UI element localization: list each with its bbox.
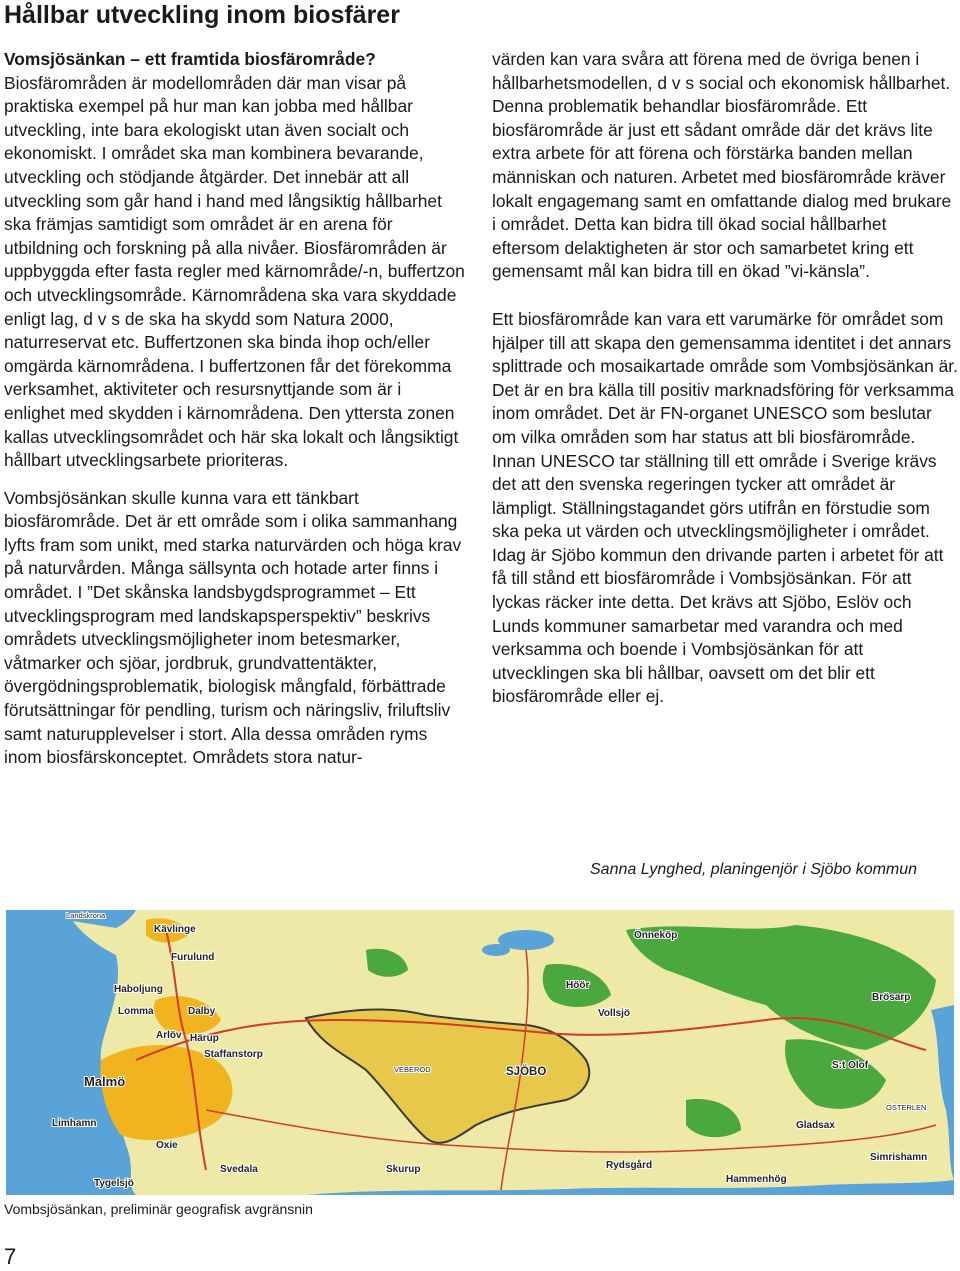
map-label-skurup: Skurup bbox=[386, 1164, 421, 1175]
body-paragraph: värden kan vara svåra att förena med de övriga benen i hållbarhetsmodellen, d v s social och ekonomisk hållbarhet. Denna problematik behandlar biosfärområde. Ett biosfärområde är just ett sådant område där det krävs lite extra arbete för att förena och förstärka banden mellan människan och naturen. Arbetet med biosfärområde kräver lokalt engagemang samt en omfattande dialog med brukare i området. Detta kan bidra till ökad social hållbarhet eftersom delaktigheten är stor och samarbetet kring ett gemensamt mål kan bidra till en ökad ”vi-känsla”. bbox=[492, 49, 952, 282]
map-lake-ringsjon-small bbox=[482, 944, 510, 956]
section-subheading: Vomsjösänkan – ett framtida biosfärområde? bbox=[4, 49, 376, 69]
map-label-staffanstorp: Staffanstorp bbox=[204, 1049, 263, 1060]
body-paragraph: Vombsjösänkan skulle kunna vara ett tänkbart biosfärområde. Det är ett område som i olika sammanhang lyfts fram som unikt, med starka naturvärden och höga krav på naturvården. Många sällsynta och hotade arter finns i området. I ”Det skånska landsbygdsprogrammet – Ett utvecklingsprogram med landskapsperspektiv” beskrivs områdets utvecklingsmöjligheter inom betesmarker, våtmarker och sjöar, jordbruk, grundvattentäkter, övergödningsproblematik, biologisk mångfald, förbättrade förutsättningar för pendling, turism och näringsliv, friluftsliv samt naturupplevelser i stort. Alla dessa områden ryms inom biosfärskonceptet. Områdets stora natur- bbox=[4, 487, 462, 768]
map-label-veberod: VEBEROD bbox=[394, 1065, 431, 1074]
map-label-sjobo: SJÖBO bbox=[506, 1066, 547, 1078]
map-label-svedala: Svedala bbox=[220, 1164, 258, 1175]
map-label-gladsax: Gladsax bbox=[796, 1120, 835, 1131]
map-label-hammenhog: Hammenhög bbox=[726, 1174, 787, 1185]
right-column bbox=[492, 48, 958, 709]
map-label-landskrona: Landskrona bbox=[66, 911, 106, 920]
map-label-tygelsjo: Tygelsjö bbox=[94, 1178, 134, 1189]
left-column bbox=[4, 48, 466, 770]
map-label-lomma: Lomma bbox=[118, 1006, 154, 1017]
map-label-rydsgard: Rydsgård bbox=[606, 1160, 653, 1171]
map-label-vollsjo: Vollsjö bbox=[598, 1008, 631, 1019]
map-label-harup: Härup bbox=[190, 1033, 219, 1044]
map-label-hoor: Höör bbox=[566, 980, 590, 991]
map-caption: Vombsjösänkan, preliminär geografisk avgränsnin bbox=[4, 1201, 313, 1217]
map-label-oxie: Oxie bbox=[156, 1140, 178, 1151]
map-label-st-olof: S:t Olof bbox=[832, 1060, 869, 1071]
map-label-furulund: Furulund bbox=[171, 952, 215, 963]
map-label-dalby: Dalby bbox=[188, 1006, 216, 1017]
page-title: Hållbar utveckling inom biosfärer bbox=[4, 1, 400, 29]
map-label-malmo: Malmö bbox=[84, 1074, 126, 1089]
body-paragraph: Biosfärområden är modellområden där man visar på praktiska exempel på hur man kan jobba med hållbar utveckling, inte bara ekologiskt utan även socialt och ekonomiskt. I området ska man kombinera bevarande, utveckling och stödjande åtgärder. Det innebär att all utveckling som går hand i hand med långsiktig hållbarhet ska främjas samtidigt som området är en arena för utbildning och forskning på alla nivåer. Biosfärområden är uppbyggda efter fasta regler med kärnområde/-n, buffertzon och utvecklingsområde. Kärnområdena ska vara skyddade enligt lag, d v s de ska ha skydd som Natura 2000, naturreservat etc. Buffertzonen ska binda ihop och/eller omgärda kärnområdena. I buffertzonen får det förekomma verksamhet, aktiviteter och resursnyttjande som är i enlighet med skydden i kärnområdena. Den yttersta zonen kallas utvecklingsområdet och här ska lokalt och långsiktigt hållbart utvecklingsarbete prioriteras. bbox=[4, 72, 465, 471]
author-signature: Sanna Lynghed, planingenjör i Sjöbo kommun bbox=[590, 861, 918, 878]
body-paragraph: Ett biosfärområde kan vara ett varumärke för området som hjälper till att skapa den gemensamma identitet i det annars splittrade och mosaikartade område som Vombsjösänkan är. Det är en bra källa till positiv marknadsföring för verksamma inom området. Det är FN-organet UNESCO som beslutar om vilka områden som har status att bli biosfärområde. Innan UNESCO tar ställning till ett område i Sverige krävs det att den svenska regeringen tycker att området är lämpligt. Ställningstagandet görs utifrån en förstudie som ska peka ut värden och utvecklingsmöjligheter i området. Idag är Sjöbo kommun den drivande parten i arbetet för att få till stånd ett biosfärområde i Vombsjösänkan. För att lyckas räcker inte detta. Det krävs att Sjöbo, Eslöv och Lunds kommuner samarbetar med varandra och med verksamma och boende i Vombsjösänkan för att utvecklingen ska bli hållbar, oavsett om det blir ett biosfärområde eller ej. bbox=[492, 308, 958, 707]
map-label-arlov: Arlöv bbox=[156, 1030, 182, 1041]
map-label-osterlen: ÖSTERLEN bbox=[886, 1103, 927, 1112]
map-label-limhamn: Limhamn bbox=[52, 1118, 97, 1129]
map-label-simrishamn: Simrishamn bbox=[870, 1152, 928, 1163]
map-label-haboljung: Haboljung bbox=[114, 984, 163, 995]
map-label-brosarp: Brösarp bbox=[872, 992, 911, 1003]
page-number: 7 bbox=[4, 1244, 17, 1269]
map-label-kavlinge: Kävlinge bbox=[154, 924, 196, 935]
map-label-onnekop: Önneköp bbox=[634, 930, 678, 941]
map-graphic bbox=[6, 910, 954, 1195]
region-map bbox=[6, 910, 954, 1195]
